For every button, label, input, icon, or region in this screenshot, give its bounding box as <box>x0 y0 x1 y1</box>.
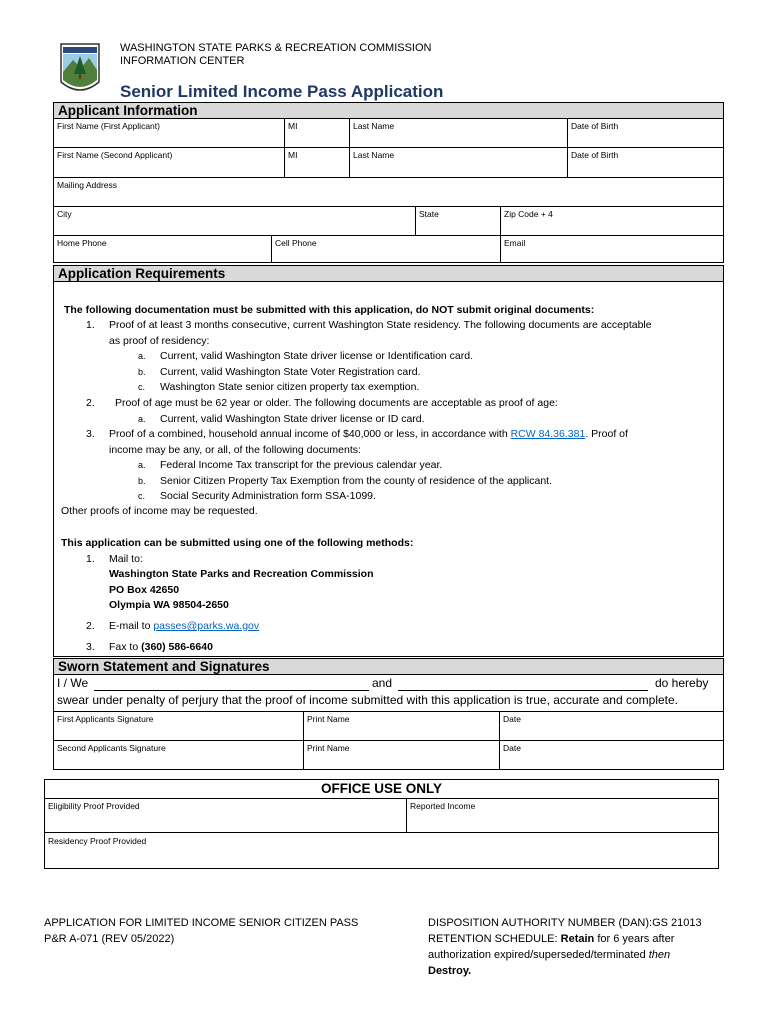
state-label: State <box>419 209 439 219</box>
first-name-1-label: First Name (First Applicant) <box>57 121 160 131</box>
names-line-2[interactable] <box>398 690 648 691</box>
agency-line-1: WASHINGTON STATE PARKS & RECREATION COMMISSION <box>120 42 432 54</box>
item3c-text: Social Security Administration form SSA-1099. <box>160 490 376 502</box>
sworn-statement-section <box>53 658 724 770</box>
dob-2-label: Date of Birth <box>571 150 619 160</box>
city-label: City <box>57 209 72 219</box>
zip-field[interactable] <box>501 207 723 236</box>
sworn-statement-text: swear under penalty of perjury that the proof of income submitted with this application is true, accurate and complete. <box>57 693 678 707</box>
email-label: Email <box>504 238 526 248</box>
second-date-label: Date <box>503 743 521 753</box>
eligibility-proof-label: Eligibility Proof Provided <box>48 801 140 811</box>
retention-pre: RETENTION SCHEDULE: <box>428 933 561 945</box>
first-date-field[interactable] <box>500 711 723 741</box>
method2-number: 2. <box>86 620 95 632</box>
item1c-text: Washington State senior citizen property tax exemption. <box>160 381 420 393</box>
item1c-letter: c. <box>138 382 146 392</box>
item1b-text: Current, valid Washington State Voter Registration card. <box>160 366 421 378</box>
home-phone-label: Home Phone <box>57 238 107 248</box>
i-we-label: I / We <box>57 676 89 690</box>
names-line-1[interactable] <box>94 690 369 691</box>
mi-2-label: MI <box>288 150 298 160</box>
item3a-text: Federal Income Tax transcript for the previous calendar year. <box>160 459 443 471</box>
last-name-1-field[interactable] <box>350 119 568 148</box>
mi-1-label: MI <box>288 121 298 131</box>
item1a-text: Current, valid Washington State driver license or Identification card. <box>160 350 474 362</box>
item2-number: 2. <box>86 397 95 409</box>
other-proofs-text: Other proofs of income may be requested. <box>61 505 258 517</box>
item3-number: 3. <box>86 428 95 440</box>
applicant-information-heading: Applicant Information <box>54 103 723 119</box>
agency-name <box>120 42 432 68</box>
email-link[interactable]: passes@parks.wa.gov <box>153 620 260 632</box>
cell-phone-label: Cell Phone <box>275 238 317 248</box>
first-signature-label: First Applicants Signature <box>57 714 154 724</box>
method3-text <box>109 640 213 656</box>
form-title: APPLICATION FOR LIMITED INCOME SENIOR CITIZEN PASS <box>44 917 359 929</box>
item3-text <box>109 427 628 443</box>
item3-text-pre: Proof of a combined, household annual income of $40,000 or less, in accordance with <box>109 428 511 440</box>
application-requirements-heading: Application Requirements <box>54 266 723 282</box>
state-field[interactable] <box>416 207 501 236</box>
residency-proof-label: Residency Proof Provided <box>48 836 147 846</box>
form-number: P&R A-071 (REV 05/2022) <box>44 933 175 945</box>
item3c-letter: c. <box>138 491 146 501</box>
applicant-information-section <box>53 102 724 263</box>
requirements-intro: The following documentation must be submitted with this application, do NOT submit original documents: <box>64 304 595 316</box>
methods-intro: This application can be submitted using one of the following methods: <box>61 537 414 549</box>
city-field[interactable] <box>54 207 416 236</box>
second-print-name-label: Print Name <box>307 743 350 753</box>
retention-destroy: Destroy. <box>428 965 472 977</box>
method2-text <box>109 619 259 635</box>
second-signature-label: Second Applicants Signature <box>57 743 166 753</box>
fax-number: (360) 586-6640 <box>141 641 213 653</box>
mail-city: Olympia WA 98504-2650 <box>109 599 229 611</box>
first-print-name-label: Print Name <box>307 714 350 724</box>
residency-proof-field[interactable] <box>45 833 718 868</box>
item3-text-cont: income may be any, or all, of the following documents: <box>109 444 361 456</box>
first-name-2-label: First Name (Second Applicant) <box>57 150 173 160</box>
retention-line-3 <box>428 947 702 963</box>
first-date-label: Date <box>503 714 521 724</box>
disposition-authority: DISPOSITION AUTHORITY NUMBER (DAN):GS 21013 <box>428 917 702 929</box>
footer-right <box>428 915 702 979</box>
home-phone-field[interactable] <box>54 236 272 262</box>
method1-text: Mail to: <box>109 553 143 565</box>
first-name-1-field[interactable] <box>54 119 285 148</box>
eligibility-proof-field[interactable] <box>45 798 407 833</box>
method3-number: 3. <box>86 641 95 653</box>
retention-schedule <box>428 931 702 947</box>
mi-2-field[interactable] <box>285 148 350 178</box>
dob-1-label: Date of Birth <box>571 121 619 131</box>
office-use-heading: OFFICE USE ONLY <box>320 781 443 796</box>
first-name-2-field[interactable] <box>54 148 285 178</box>
cell-phone-field[interactable] <box>272 236 501 262</box>
mailing-address-field[interactable] <box>54 178 723 207</box>
and-label: and <box>372 676 393 690</box>
item3b-text: Senior Citizen Property Tax Exemption from the county of residence of the applicant. <box>160 475 553 487</box>
dob-2-field[interactable] <box>568 148 723 178</box>
second-signature-field[interactable] <box>54 741 304 769</box>
item2a-letter: a. <box>138 414 146 424</box>
email-field[interactable] <box>501 236 723 262</box>
rcw-link[interactable]: RCW 84.36.381 <box>510 428 586 440</box>
office-use-section <box>44 779 719 869</box>
first-signature-field[interactable] <box>54 711 304 741</box>
method2-pre: E-mail to <box>109 620 154 632</box>
reported-income-field[interactable] <box>407 798 718 833</box>
last-name-1-label: Last Name <box>353 121 395 131</box>
mail-po-box: PO Box 42650 <box>109 584 180 596</box>
dob-1-field[interactable] <box>568 119 723 148</box>
state-parks-logo <box>59 42 101 98</box>
method1-number: 1. <box>86 553 95 565</box>
item3b-letter: b. <box>138 476 146 486</box>
second-print-name-field[interactable] <box>304 741 500 769</box>
footer-left <box>44 915 358 947</box>
page-title: Senior Limited Income Pass Application <box>120 82 444 101</box>
agency-line-2: INFORMATION CENTER <box>120 55 245 67</box>
second-date-field[interactable] <box>500 741 723 769</box>
last-name-2-label: Last Name <box>353 150 395 160</box>
item1-number: 1. <box>86 319 95 331</box>
item3-text-post: . Proof of <box>585 428 628 440</box>
mi-1-field[interactable] <box>285 119 350 148</box>
item1-text: Proof of at least 3 months consecutive, current Washington State residency. The following documents are acceptable <box>109 319 652 331</box>
item1b-letter: b. <box>138 367 146 377</box>
item3a-letter: a. <box>138 460 146 470</box>
sworn-statement-heading: Sworn Statement and Signatures <box>54 659 723 675</box>
retention-then: then <box>648 949 671 961</box>
zip-label: Zip Code + 4 <box>504 209 553 219</box>
application-requirements-section <box>53 265 724 657</box>
last-name-2-field[interactable] <box>350 148 568 178</box>
retention-bold: Retain <box>560 933 595 945</box>
item1-text-cont: as proof of residency: <box>109 335 210 347</box>
item1a-letter: a. <box>138 351 146 361</box>
do-hereby-label: do hereby <box>655 676 709 690</box>
first-print-name-field[interactable] <box>304 711 500 741</box>
reported-income-label: Reported Income <box>410 801 476 811</box>
item2a-text: Current, valid Washington State driver license or ID card. <box>160 413 425 425</box>
mail-org: Washington State Parks and Recreation Commission <box>109 568 374 580</box>
method3-pre: Fax to <box>109 641 142 653</box>
mailing-address-label: Mailing Address <box>57 180 118 190</box>
retention-post: for 6 years after <box>594 933 675 945</box>
item2-text: Proof of age must be 62 year or older. The following documents are acceptable as proof of age: <box>115 397 558 409</box>
retention-line-3-text: authorization expired/superseded/terminated <box>428 949 649 961</box>
